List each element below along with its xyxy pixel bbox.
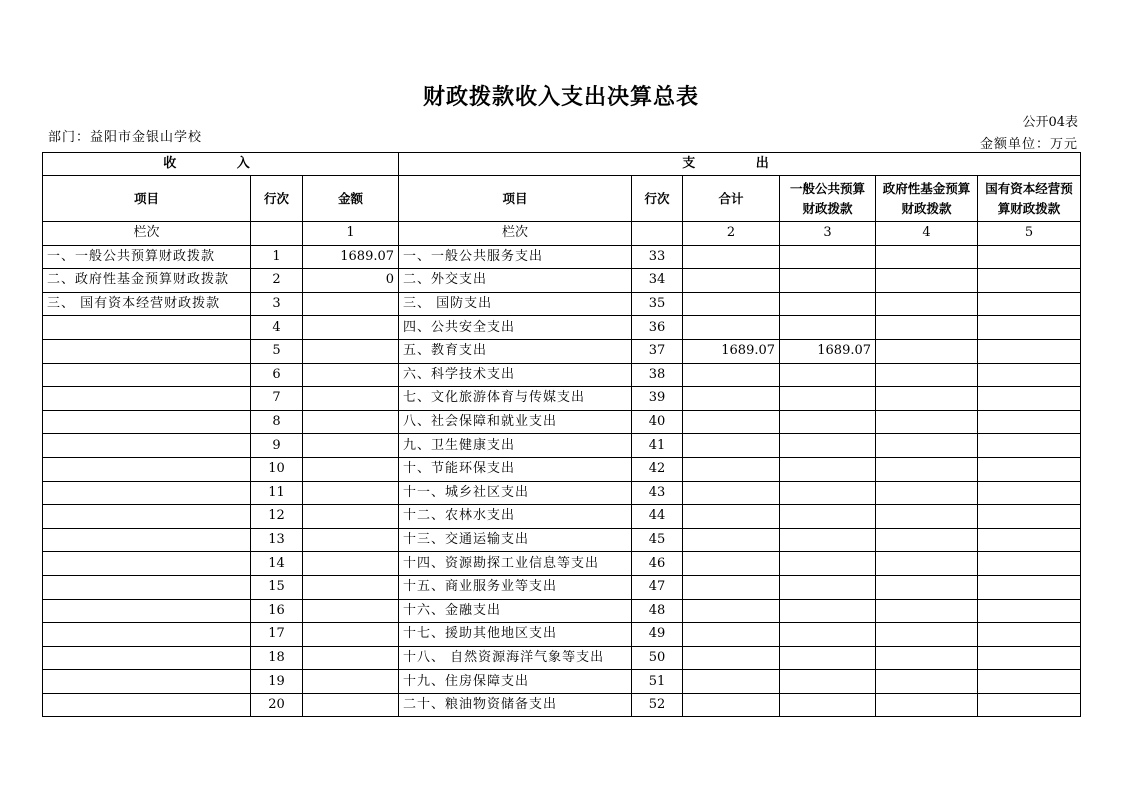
income-amount-cell bbox=[303, 623, 399, 647]
expense-item-cell: 十四、资源勘探工业信息等支出 bbox=[399, 552, 632, 576]
expense-item-cell: 十五、商业服务业等支出 bbox=[399, 575, 632, 599]
expense-line-cell: 47 bbox=[632, 575, 683, 599]
income-line-cell: 13 bbox=[251, 528, 303, 552]
state-capital-cell bbox=[978, 575, 1081, 599]
total-cell bbox=[683, 599, 780, 623]
state-capital-cell bbox=[978, 528, 1081, 552]
expense-item-cell: 十、节能环保支出 bbox=[399, 457, 632, 481]
table-row bbox=[43, 646, 1081, 670]
fund-budget-cell bbox=[876, 481, 978, 505]
state-capital-cell bbox=[978, 363, 1081, 387]
income-amount-cell bbox=[303, 481, 399, 505]
fund-budget-cell bbox=[876, 269, 978, 293]
expense-line-cell: 52 bbox=[632, 693, 683, 717]
department-label: 部门：益阳市金银山学校 bbox=[48, 130, 203, 145]
income-item-cell: 三、 国有资本经营财政拨款 bbox=[43, 292, 251, 316]
income-item-cell bbox=[43, 410, 251, 434]
colno-total: 2 bbox=[683, 222, 780, 246]
form-number: 公开04表 bbox=[1022, 115, 1078, 130]
expense-line-cell: 50 bbox=[632, 646, 683, 670]
general-budget-cell bbox=[780, 670, 876, 694]
expense-item-cell: 十九、住房保障支出 bbox=[399, 670, 632, 694]
header-line2: 行次 bbox=[632, 176, 683, 222]
income-item-cell bbox=[43, 528, 251, 552]
header-item: 项目 bbox=[43, 176, 251, 222]
total-cell bbox=[683, 434, 780, 458]
fund-budget-cell bbox=[876, 410, 978, 434]
income-item-cell bbox=[43, 339, 251, 363]
fund-budget-cell bbox=[876, 387, 978, 411]
header-general: 一般公共预算财政拨款 bbox=[780, 176, 876, 222]
general-budget-cell bbox=[780, 387, 876, 411]
income-amount-cell bbox=[303, 575, 399, 599]
income-item-cell: 二、政府性基金预算财政拨款 bbox=[43, 269, 251, 293]
income-line-cell: 18 bbox=[251, 646, 303, 670]
income-line-cell: 7 bbox=[251, 387, 303, 411]
income-item-cell: 一、一般公共预算财政拨款 bbox=[43, 245, 251, 269]
income-item-cell bbox=[43, 505, 251, 529]
expense-line-cell: 40 bbox=[632, 410, 683, 434]
table-row bbox=[43, 599, 1081, 623]
budget-table bbox=[42, 152, 1081, 717]
income-item-cell bbox=[43, 552, 251, 576]
table-row bbox=[43, 552, 1081, 576]
general-budget-cell bbox=[780, 434, 876, 458]
fund-budget-cell bbox=[876, 363, 978, 387]
header-total: 合计 bbox=[683, 176, 780, 222]
general-budget-cell bbox=[780, 410, 876, 434]
total-cell bbox=[683, 269, 780, 293]
income-amount-cell bbox=[303, 646, 399, 670]
general-budget-cell bbox=[780, 552, 876, 576]
expense-line-cell: 42 bbox=[632, 457, 683, 481]
expense-line-cell: 36 bbox=[632, 316, 683, 340]
income-line-cell: 4 bbox=[251, 316, 303, 340]
total-cell bbox=[683, 528, 780, 552]
income-item-cell bbox=[43, 670, 251, 694]
state-capital-cell bbox=[978, 387, 1081, 411]
income-amount-cell bbox=[303, 457, 399, 481]
income-amount-cell bbox=[303, 434, 399, 458]
expense-line-cell: 38 bbox=[632, 363, 683, 387]
table-row bbox=[43, 481, 1081, 505]
colno-label: 栏次 bbox=[43, 222, 251, 246]
table-row bbox=[43, 292, 1081, 316]
income-item-cell bbox=[43, 646, 251, 670]
table-row bbox=[43, 528, 1081, 552]
state-capital-cell bbox=[978, 552, 1081, 576]
state-capital-cell bbox=[978, 623, 1081, 647]
fund-budget-cell bbox=[876, 292, 978, 316]
income-line-cell: 14 bbox=[251, 552, 303, 576]
expense-item-cell: 十七、援助其他地区支出 bbox=[399, 623, 632, 647]
state-capital-cell bbox=[978, 339, 1081, 363]
colno-fund: 4 bbox=[876, 222, 978, 246]
total-cell bbox=[683, 575, 780, 599]
total-cell bbox=[683, 245, 780, 269]
expense-item-cell: 七、文化旅游体育与传媒支出 bbox=[399, 387, 632, 411]
table-row bbox=[43, 623, 1081, 647]
total-cell bbox=[683, 693, 780, 717]
table-row bbox=[43, 339, 1081, 363]
total-cell bbox=[683, 505, 780, 529]
state-capital-cell bbox=[978, 599, 1081, 623]
general-budget-cell bbox=[780, 292, 876, 316]
income-item-cell bbox=[43, 693, 251, 717]
table-row bbox=[43, 387, 1081, 411]
fund-budget-cell bbox=[876, 245, 978, 269]
income-line-cell: 17 bbox=[251, 623, 303, 647]
expense-item-cell: 八、社会保障和就业支出 bbox=[399, 410, 632, 434]
expense-item-cell: 二十、粮油物资储备支出 bbox=[399, 693, 632, 717]
income-line-cell: 20 bbox=[251, 693, 303, 717]
column-header-row bbox=[43, 176, 1081, 222]
column-number-row bbox=[43, 222, 1081, 246]
income-item-cell bbox=[43, 387, 251, 411]
general-budget-cell bbox=[780, 599, 876, 623]
fund-budget-cell bbox=[876, 528, 978, 552]
expense-line-cell: 37 bbox=[632, 339, 683, 363]
income-line-cell: 3 bbox=[251, 292, 303, 316]
income-item-cell bbox=[43, 623, 251, 647]
table-row bbox=[43, 693, 1081, 717]
header-line: 行次 bbox=[251, 176, 303, 222]
fund-budget-cell bbox=[876, 623, 978, 647]
state-capital-cell bbox=[978, 670, 1081, 694]
expense-line-cell: 49 bbox=[632, 623, 683, 647]
general-budget-cell bbox=[780, 623, 876, 647]
general-budget-cell bbox=[780, 269, 876, 293]
total-cell bbox=[683, 292, 780, 316]
table-row bbox=[43, 410, 1081, 434]
income-amount-cell: 1689.07 bbox=[303, 245, 399, 269]
expense-item-cell: 九、卫生健康支出 bbox=[399, 434, 632, 458]
state-capital-cell bbox=[978, 434, 1081, 458]
expense-line-cell: 51 bbox=[632, 670, 683, 694]
income-line-cell: 9 bbox=[251, 434, 303, 458]
table-row bbox=[43, 505, 1081, 529]
table-row bbox=[43, 269, 1081, 293]
income-line-cell: 11 bbox=[251, 481, 303, 505]
expense-item-cell: 六、科学技术支出 bbox=[399, 363, 632, 387]
income-amount-cell bbox=[303, 410, 399, 434]
general-budget-cell bbox=[780, 245, 876, 269]
fund-budget-cell bbox=[876, 434, 978, 458]
expense-line-cell: 43 bbox=[632, 481, 683, 505]
total-cell bbox=[683, 623, 780, 647]
state-capital-cell bbox=[978, 269, 1081, 293]
expense-line-cell: 44 bbox=[632, 505, 683, 529]
general-budget-cell bbox=[780, 693, 876, 717]
income-item-cell bbox=[43, 575, 251, 599]
expense-item-cell: 十二、农林水支出 bbox=[399, 505, 632, 529]
general-budget-cell bbox=[780, 528, 876, 552]
expense-item-cell: 十八、 自然资源海洋气象等支出 bbox=[399, 646, 632, 670]
income-line-cell: 15 bbox=[251, 575, 303, 599]
general-budget-cell bbox=[780, 646, 876, 670]
total-cell bbox=[683, 457, 780, 481]
state-capital-cell bbox=[978, 457, 1081, 481]
header-fund: 政府性基金预算财政拨款 bbox=[876, 176, 978, 222]
state-capital-cell bbox=[978, 245, 1081, 269]
expense-item-cell: 十六、金融支出 bbox=[399, 599, 632, 623]
expense-line-cell: 48 bbox=[632, 599, 683, 623]
table-row bbox=[43, 670, 1081, 694]
income-item-cell bbox=[43, 363, 251, 387]
income-amount-cell bbox=[303, 292, 399, 316]
expense-section-header: 支 出 bbox=[399, 153, 1081, 176]
fund-budget-cell bbox=[876, 457, 978, 481]
expense-item-cell: 十一、城乡社区支出 bbox=[399, 481, 632, 505]
income-amount-cell bbox=[303, 363, 399, 387]
state-capital-cell bbox=[978, 316, 1081, 340]
fund-budget-cell bbox=[876, 575, 978, 599]
general-budget-cell bbox=[780, 575, 876, 599]
income-amount-cell bbox=[303, 670, 399, 694]
income-line-cell: 6 bbox=[251, 363, 303, 387]
table-row bbox=[43, 316, 1081, 340]
income-amount-cell bbox=[303, 552, 399, 576]
income-item-cell bbox=[43, 599, 251, 623]
income-line-cell: 16 bbox=[251, 599, 303, 623]
fund-budget-cell bbox=[876, 505, 978, 529]
income-amount-cell: 0 bbox=[303, 269, 399, 293]
income-amount-cell bbox=[303, 316, 399, 340]
expense-line-cell: 33 bbox=[632, 245, 683, 269]
total-cell bbox=[683, 410, 780, 434]
unit-label: 金额单位：万元 bbox=[979, 137, 1078, 152]
fund-budget-cell bbox=[876, 599, 978, 623]
total-cell bbox=[683, 481, 780, 505]
state-capital-cell bbox=[978, 505, 1081, 529]
colno-line bbox=[251, 222, 303, 246]
colno-label2: 栏次 bbox=[399, 222, 632, 246]
income-item-cell bbox=[43, 434, 251, 458]
general-budget-cell bbox=[780, 457, 876, 481]
colno-state: 5 bbox=[978, 222, 1081, 246]
expense-item-cell: 五、教育支出 bbox=[399, 339, 632, 363]
section-header-row bbox=[43, 153, 1081, 176]
table-row bbox=[43, 434, 1081, 458]
fund-budget-cell bbox=[876, 552, 978, 576]
fund-budget-cell bbox=[876, 693, 978, 717]
header-amount: 金额 bbox=[303, 176, 399, 222]
income-amount-cell bbox=[303, 505, 399, 529]
fund-budget-cell bbox=[876, 646, 978, 670]
table-row bbox=[43, 457, 1081, 481]
page-title: 财政拨款收入支出决算总表 bbox=[422, 84, 699, 110]
colno-line2 bbox=[632, 222, 683, 246]
general-budget-cell bbox=[780, 363, 876, 387]
fund-budget-cell bbox=[876, 670, 978, 694]
income-amount-cell bbox=[303, 339, 399, 363]
expense-item-cell: 十三、交通运输支出 bbox=[399, 528, 632, 552]
income-item-cell bbox=[43, 316, 251, 340]
expense-line-cell: 35 bbox=[632, 292, 683, 316]
income-item-cell bbox=[43, 481, 251, 505]
general-budget-cell bbox=[780, 505, 876, 529]
expense-item-cell: 二、外交支出 bbox=[399, 269, 632, 293]
expense-line-cell: 45 bbox=[632, 528, 683, 552]
general-budget-cell bbox=[780, 481, 876, 505]
expense-item-cell: 三、 国防支出 bbox=[399, 292, 632, 316]
income-section-header: 收 入 bbox=[43, 153, 399, 176]
state-capital-cell bbox=[978, 410, 1081, 434]
header-item2: 项目 bbox=[399, 176, 632, 222]
income-line-cell: 8 bbox=[251, 410, 303, 434]
expense-item-cell: 四、公共安全支出 bbox=[399, 316, 632, 340]
income-item-cell bbox=[43, 457, 251, 481]
income-line-cell: 5 bbox=[251, 339, 303, 363]
fund-budget-cell bbox=[876, 339, 978, 363]
state-capital-cell bbox=[978, 646, 1081, 670]
total-cell bbox=[683, 670, 780, 694]
colno-general: 3 bbox=[780, 222, 876, 246]
expense-line-cell: 34 bbox=[632, 269, 683, 293]
table-row bbox=[43, 363, 1081, 387]
income-amount-cell bbox=[303, 599, 399, 623]
fund-budget-cell bbox=[876, 316, 978, 340]
income-amount-cell bbox=[303, 528, 399, 552]
total-cell: 1689.07 bbox=[683, 339, 780, 363]
income-line-cell: 12 bbox=[251, 505, 303, 529]
income-line-cell: 2 bbox=[251, 269, 303, 293]
general-budget-cell bbox=[780, 316, 876, 340]
colno-amount: 1 bbox=[303, 222, 399, 246]
income-amount-cell bbox=[303, 387, 399, 411]
header-state: 国有资本经营预算财政拨款 bbox=[978, 176, 1081, 222]
state-capital-cell bbox=[978, 292, 1081, 316]
state-capital-cell bbox=[978, 481, 1081, 505]
expense-line-cell: 46 bbox=[632, 552, 683, 576]
income-line-cell: 19 bbox=[251, 670, 303, 694]
state-capital-cell bbox=[978, 693, 1081, 717]
total-cell bbox=[683, 646, 780, 670]
income-amount-cell bbox=[303, 693, 399, 717]
general-budget-cell: 1689.07 bbox=[780, 339, 876, 363]
total-cell bbox=[683, 552, 780, 576]
total-cell bbox=[683, 316, 780, 340]
income-line-cell: 1 bbox=[251, 245, 303, 269]
expense-line-cell: 39 bbox=[632, 387, 683, 411]
table-row bbox=[43, 575, 1081, 599]
total-cell bbox=[683, 363, 780, 387]
expense-line-cell: 41 bbox=[632, 434, 683, 458]
income-line-cell: 10 bbox=[251, 457, 303, 481]
table-row bbox=[43, 245, 1081, 269]
expense-item-cell: 一、一般公共服务支出 bbox=[399, 245, 632, 269]
total-cell bbox=[683, 387, 780, 411]
